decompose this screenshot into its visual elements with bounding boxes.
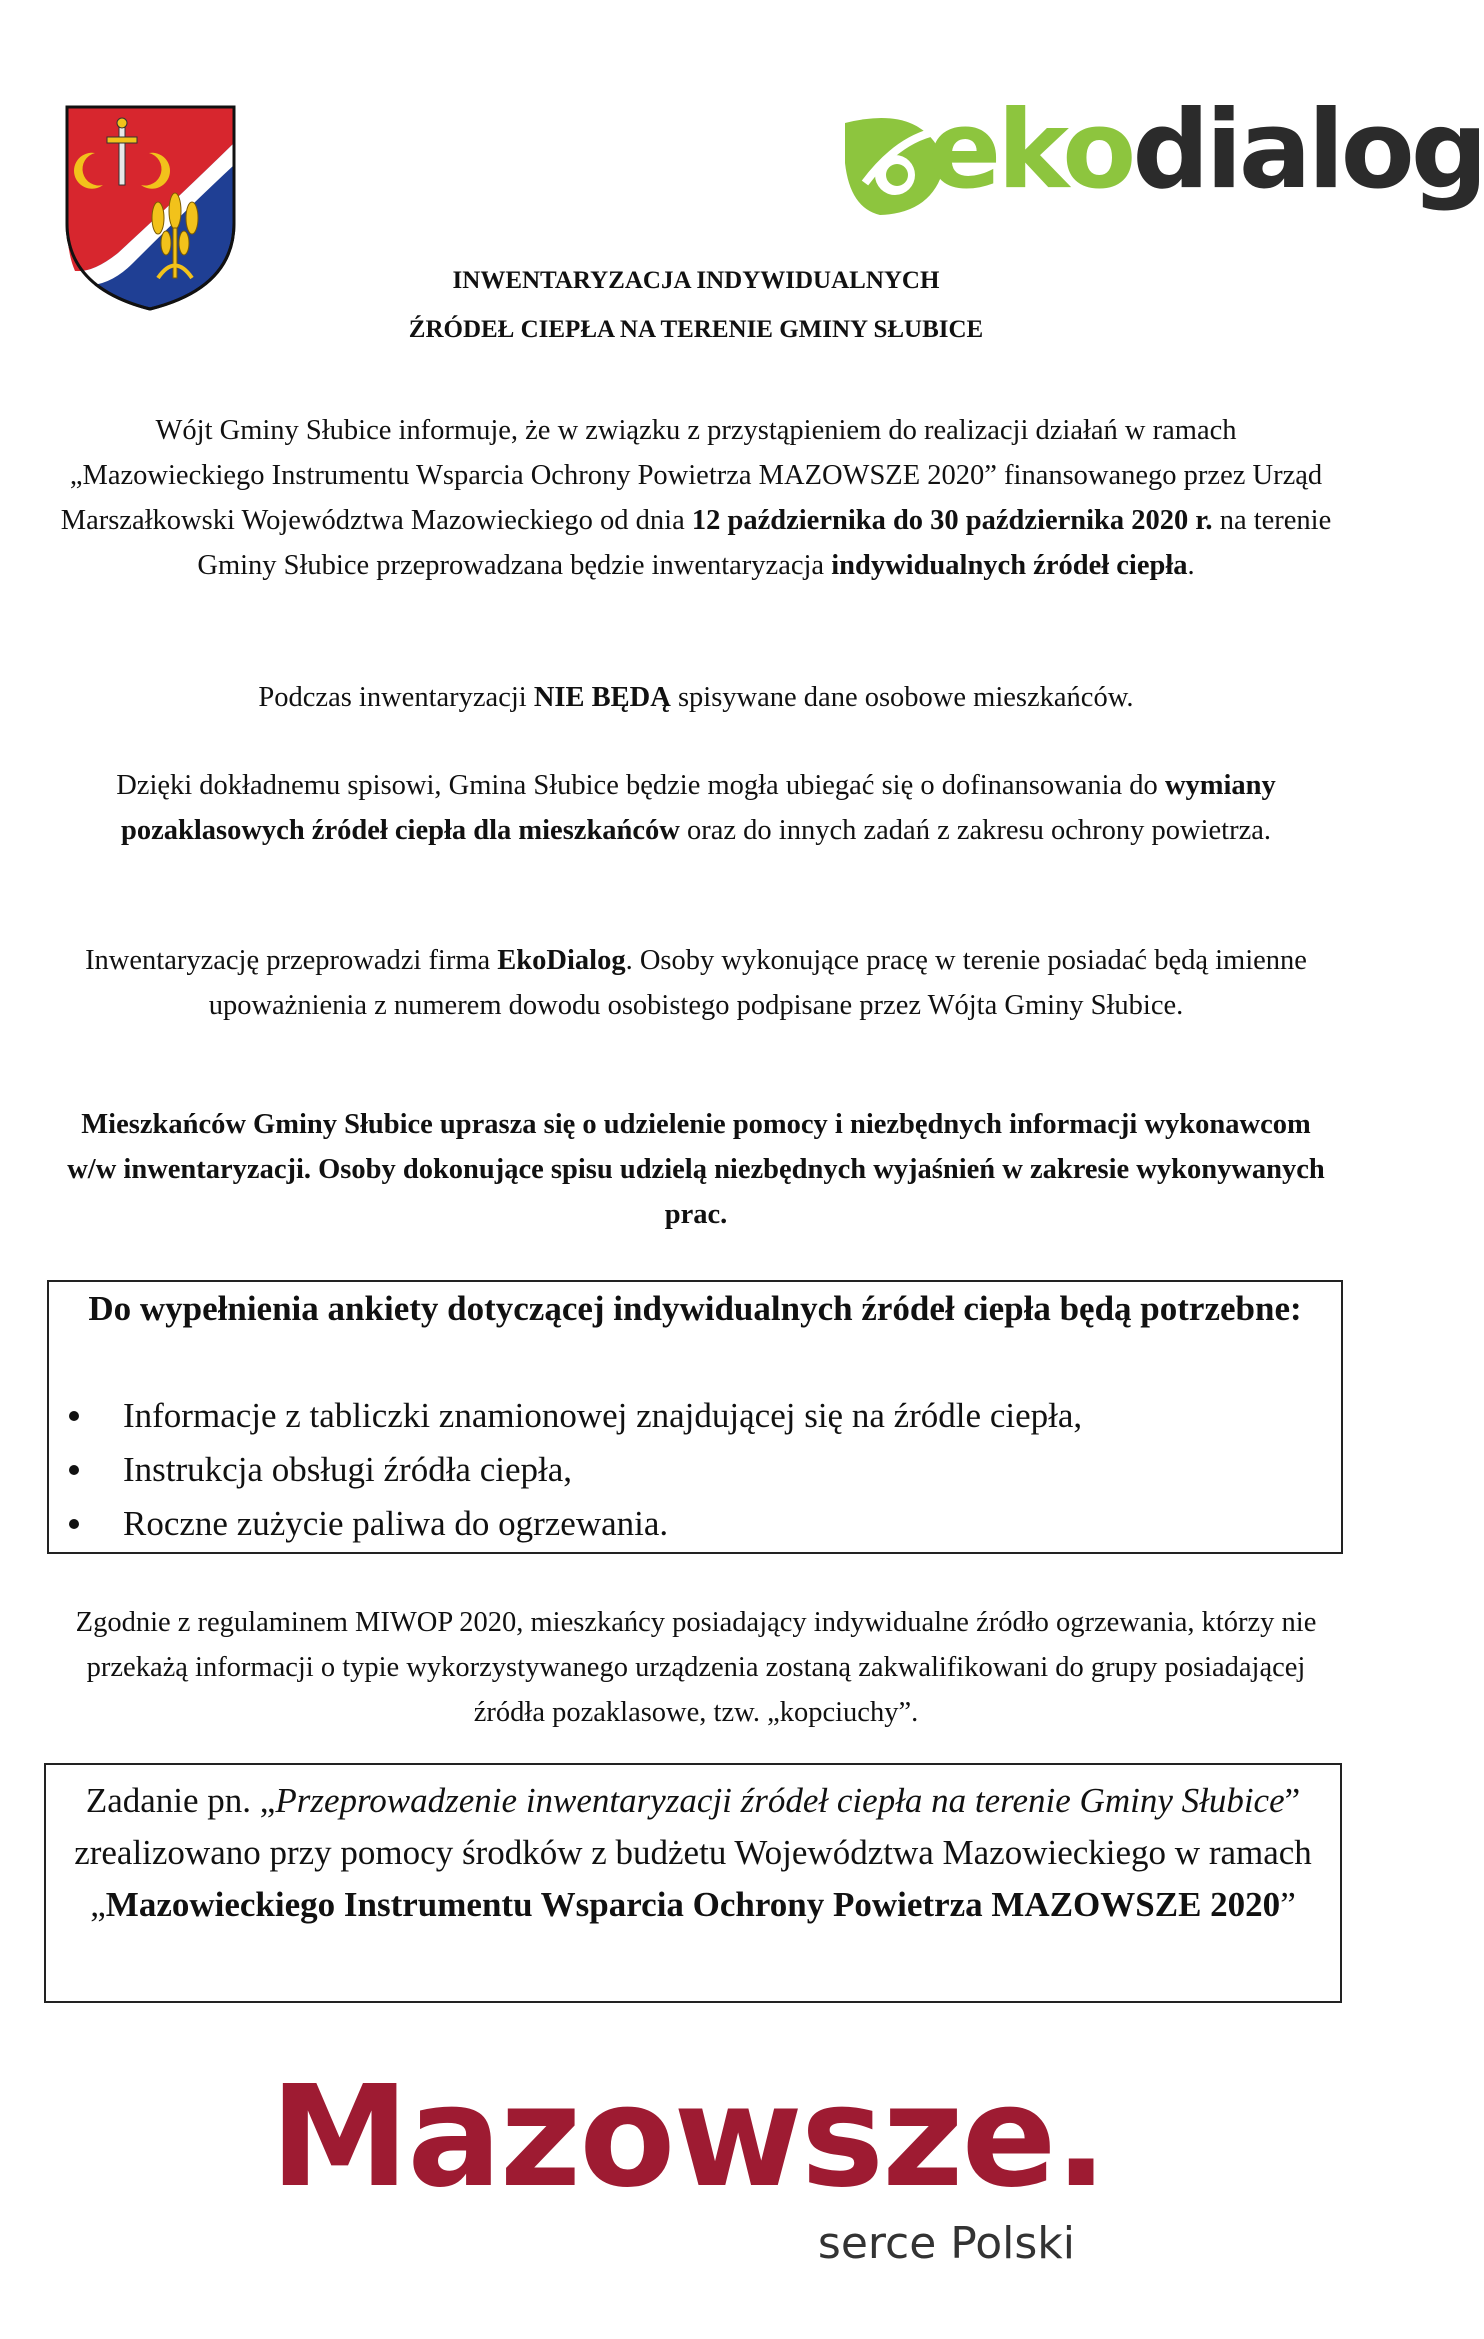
- requirements-list: [49, 1389, 1341, 1551]
- p2-emphasis: NIE BĘDĄ: [533, 682, 671, 713]
- bullet-icon: [69, 1465, 79, 1475]
- title-line-2: ŹRÓDEŁ CIEPŁA NA TERENIE GMINY SŁUBICE: [408, 316, 984, 343]
- requirements-box: [47, 1280, 1343, 1554]
- ekodialog-logo: [835, 88, 1484, 235]
- box2-task-name: Przeprowadzenie inwentaryzacji źródeł ciepła na terenie Gminy Słubice: [275, 1781, 1285, 1820]
- box2-text-a: Zadanie pn. „: [85, 1781, 276, 1820]
- dialog-part: dialog: [1132, 88, 1484, 213]
- requirements-heading: Do wypełnienia ankiety dotyczącej indywidualnych źródeł ciepła będą potrzebne:: [88, 1289, 1302, 1328]
- p2-text-c: spisywane dane osobowe mieszkańców.: [670, 682, 1134, 713]
- paragraph-regulations: Zgodnie z regulaminem MIWOP 2020, mieszkańcy posiadający indywidualne źródło ogrzewania, którzy nie przekażą informacji o typie wykorzystywanego urządzenia zostaną zakwalifikowani do grupy posiadającej źródła pozaklasowe, tzw. „kopciuchy”.: [75, 1607, 1317, 1728]
- title-line-1: INWENTARYZACJA INDYWIDUALNYCH: [452, 267, 940, 294]
- p1-dates: 12 października do 30 października 2020 r.: [691, 505, 1213, 536]
- box2-text-c: ” zrealizowano przy pomocy środków z budżetu Województwa Mazowieckiego w ramach „: [74, 1781, 1312, 1924]
- p4-text-a: Inwentaryzację przeprowadzi firma: [85, 945, 498, 976]
- paragraph-request: Mieszkańców Gminy Słubice uprasza się o udzielenie pomocy i niezbędnych informacji wykonawcom w/w inwentaryzacji. Osoby dokonujące spisu udzielą niezbędnych wyjaśnień w zakresie wykonywanych prac.: [67, 1109, 1325, 1230]
- funding-box: [44, 1763, 1342, 2003]
- p4-text-c: . Osoby wykonujące pracę w terenie posiadać będą imienne upoważnienia z numerem dowodu osobistego podpisane przez Wójta Gminy Słubice.: [208, 945, 1307, 1021]
- box2-program-name: Mazowieckiego Instrumentu Wsparcia Ochrony Powietrza MAZOWSZE 2020: [105, 1885, 1281, 1924]
- p1-text-e: .: [1187, 550, 1195, 581]
- funding-text: [66, 1775, 1320, 1931]
- paragraph-announcement: [55, 408, 1337, 588]
- box2-text-e: ”: [1280, 1885, 1296, 1924]
- p4-company: EkoDialog: [497, 945, 626, 976]
- mazowsze-logo: [270, 2056, 1130, 2278]
- p3-text-a: Dzięki dokładnemu spisowi, Gmina Słubice będzie mogła ubiegać się o dofinansowania do: [116, 770, 1165, 801]
- mazowsze-wordmark: Mazowsze.: [270, 2056, 1106, 2219]
- bullet-icon: [69, 1411, 79, 1421]
- p1-heat-sources: indywidualnych źródeł ciepła: [831, 550, 1188, 581]
- paragraph-funding: [55, 763, 1337, 853]
- p3-emphasis: wymiany pozaklasowych źródeł ciepła dla mieszkańców: [120, 770, 1276, 846]
- paragraph-contractor: [55, 938, 1337, 1028]
- p1-text-a: Wójt Gminy Słubice informuje, że w związku z przystąpieniem do realizacji działań w ramach „Mazowieckiego Instrumentu Wsparcia Ochrony Powietrza MAZOWSZE 2020” finansowanego przez Urząd Marszałkowski Województwa Mazowieckiego od dnia: [60, 415, 1323, 536]
- p3-text-c: oraz do innych zadań z zakresu ochrony powietrza.: [679, 815, 1272, 846]
- paragraph-personal-data: [55, 675, 1337, 720]
- bullet-icon: [69, 1519, 79, 1529]
- p1-text-c: na terenie Gminy Słubice przeprowadzana będzie inwentaryzacja: [197, 505, 1332, 581]
- p2-text-a: Podczas inwentaryzacji: [258, 682, 534, 713]
- mazowsze-tagline: serce Polski: [817, 2218, 1075, 2269]
- ekodialog-wordmark: [928, 88, 1484, 213]
- list-item: Informacje z tabliczki znamionowej znajdującej się na źródle ciepła,: [49, 1389, 1341, 1443]
- list-item: Instrukcja obsługi źródła ciepła,: [49, 1443, 1341, 1497]
- list-item: Roczne zużycie paliwa do ogrzewania.: [49, 1497, 1341, 1551]
- eko-part: eko: [928, 88, 1133, 213]
